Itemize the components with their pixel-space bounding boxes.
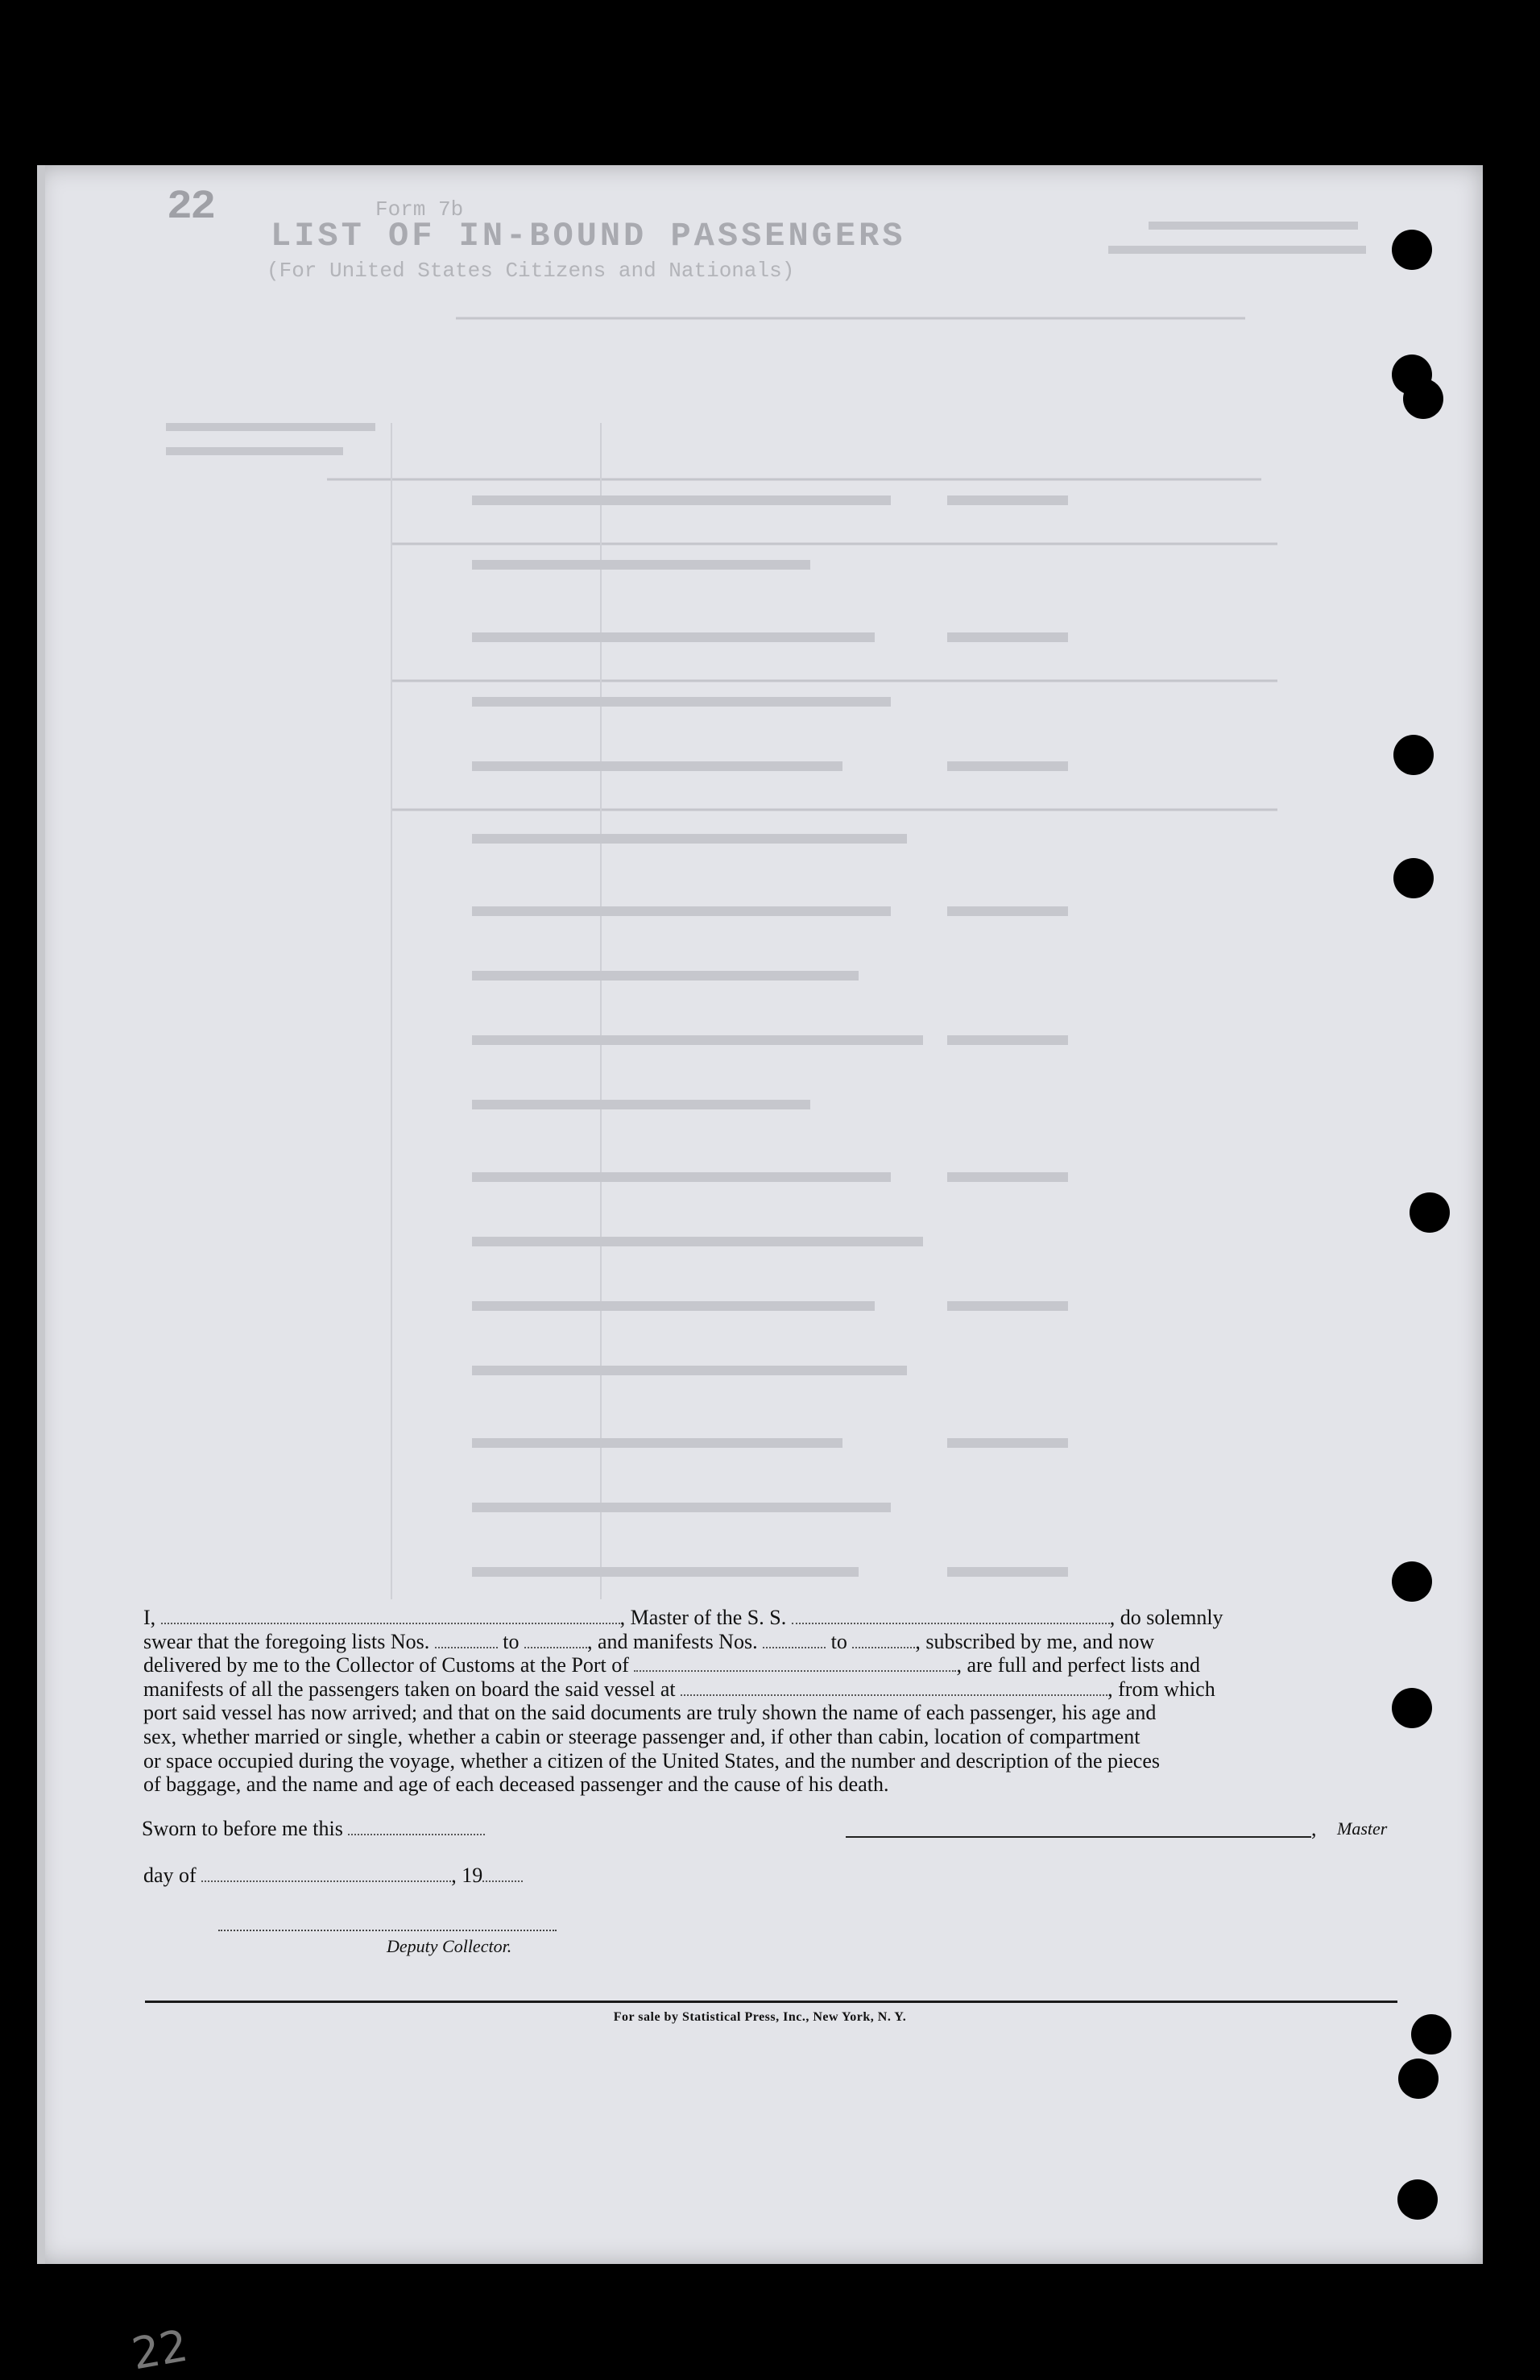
punch-hole xyxy=(1411,2014,1451,2055)
punch-hole xyxy=(1392,1561,1432,1602)
oath-do-solemnly: , do solemnly xyxy=(1109,1606,1223,1629)
punch-hole xyxy=(1392,230,1432,270)
publisher-footer: For sale by Statistical Press, Inc., New York, N. Y. xyxy=(613,2010,907,2024)
oath-line-5: port said vessel has now arrived; and that on the said documents are truly shown the name of each passenger, his age and xyxy=(143,1701,1157,1725)
punch-hole xyxy=(1397,2179,1438,2220)
month-field[interactable] xyxy=(201,1866,451,1882)
ghost-title: LIST OF IN-BOUND PASSENGERS xyxy=(271,217,906,255)
master-signature-line[interactable] xyxy=(846,1836,1311,1838)
oath-line-4 xyxy=(143,1677,1397,1702)
master-name-field[interactable] xyxy=(161,1608,620,1624)
oath-i: I, xyxy=(143,1606,156,1629)
oath-line-7: or space occupied during the voyage, whether a citizen of the United States, and the number and description of the pieces xyxy=(143,1748,1161,1773)
form-number: Form 7b xyxy=(375,197,464,222)
margin-note: 22 xyxy=(128,2320,192,2380)
oath-to-2: to xyxy=(830,1629,847,1653)
oath-line-8: of baggage, and the name and age of each deceased passenger and the cause of his death. xyxy=(143,1773,889,1797)
oath-delivered: delivered by me to the Collector of Customs at the Port of xyxy=(143,1653,629,1677)
ghost-subtitle: (For United States Citizens and Nationals) xyxy=(267,259,795,283)
punch-hole xyxy=(1392,1688,1432,1728)
oath-from-which: , from which xyxy=(1107,1677,1215,1701)
oath-line-2 xyxy=(143,1630,1397,1654)
oath-line-3 xyxy=(143,1653,1397,1677)
ship-name-field[interactable] xyxy=(792,1608,1110,1624)
oath-paragraph xyxy=(143,1606,1397,1797)
sworn-day-field[interactable] xyxy=(348,1819,485,1835)
list-from-field[interactable] xyxy=(435,1632,498,1648)
punch-hole xyxy=(1403,379,1443,419)
year-field[interactable] xyxy=(482,1866,523,1882)
punch-hole xyxy=(1393,735,1434,775)
sworn-line xyxy=(142,1817,485,1841)
oath-swear: swear that the foregoing lists Nos. xyxy=(143,1629,430,1653)
footer-rule xyxy=(145,2001,1397,2003)
oath-line-1 xyxy=(143,1606,1397,1630)
punch-hole xyxy=(1393,858,1434,898)
sworn-label: Sworn to before me this xyxy=(142,1817,343,1840)
departure-port-field[interactable] xyxy=(681,1680,1107,1696)
master-label: Master xyxy=(1337,1818,1388,1839)
oath-to-1: to xyxy=(503,1629,520,1653)
page-number: 22 xyxy=(168,184,216,226)
document-page xyxy=(37,165,1483,2380)
oath-subscribed: , subscribed by me, and now xyxy=(915,1629,1155,1653)
day-of-label: day of xyxy=(143,1864,197,1887)
bleed-through-lines xyxy=(37,165,1483,2264)
punch-hole xyxy=(1398,2059,1439,2099)
oath-manifests-of: manifests of all the passengers taken on board the said vessel at xyxy=(143,1677,676,1701)
page-edge xyxy=(37,165,45,2264)
oath-master-of: , Master of the S. S. xyxy=(619,1606,787,1629)
manifest-from-field[interactable] xyxy=(763,1632,826,1648)
deputy-collector-label: Deputy Collector. xyxy=(387,1936,512,1956)
day-of-line xyxy=(143,1864,523,1888)
oath-full-perfect: , are full and perfect lists and xyxy=(956,1653,1200,1677)
punch-hole xyxy=(1410,1192,1450,1233)
master-comma: , xyxy=(1311,1817,1317,1840)
oath-line-6: sex, whether married or single, whether a cabin or steerage passenger and, if other than cabin, location of compartment xyxy=(143,1724,1141,1748)
port-field[interactable] xyxy=(634,1656,956,1672)
manifest-to-field[interactable] xyxy=(852,1632,915,1648)
year-prefix: , 19 xyxy=(451,1864,483,1887)
deputy-signature-line[interactable] xyxy=(218,1930,557,1931)
list-to-field[interactable] xyxy=(524,1632,587,1648)
oath-and-manifests: , and manifests Nos. xyxy=(587,1629,758,1653)
